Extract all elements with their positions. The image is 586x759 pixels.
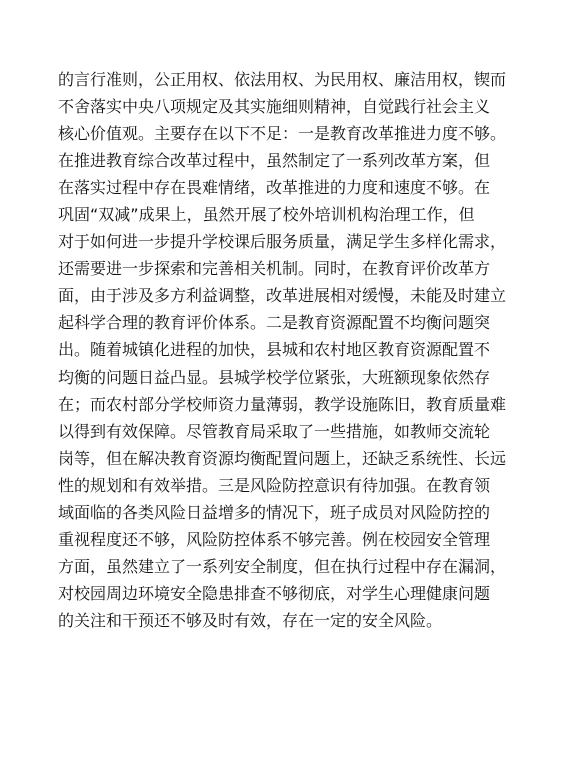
text-line: 的关注和干预还不够及时有效，存在一定的安全风险。 <box>58 610 443 630</box>
text-line: 的言行准则，公正用权、依法用权、为民用权、廉洁用权，锲而 <box>58 70 507 89</box>
text-line: 均衡的问题日益凸显。县城学校学位紧张，大班额现象依然存 <box>58 367 491 387</box>
document-body-text <box>58 66 528 634</box>
text-line: 起科学合理的教育评价体系。二是教育资源配置不均衡问题突 <box>58 313 491 333</box>
text-line: 以得到有效保障。尽管教育局采取了一些措施，如教师交流轮 <box>58 421 491 441</box>
text-line: 在推进教育综合改革过程中，虽然制定了一系列改革方案，但 <box>58 151 491 171</box>
text-line: 重视程度还不够，风险防控体系不够完善。例在校园安全管理 <box>58 529 491 549</box>
text-line: 岗等，但在解决教育资源均衡配置问题上，还缺乏系统性、长远 <box>58 448 507 468</box>
text-line: 巩固“双减”成果上，虽然开展了校外培训机构治理工作，但 <box>58 205 475 225</box>
text-line: 域面临的各类风险日益增多的情况下，班子成员对风险防控的 <box>58 502 491 522</box>
text-line: 面，由于涉及多方利益调整，改革进展相对缓慢，未能及时建立 <box>58 286 507 306</box>
text-line: 还需要进一步探索和完善相关机制。同时，在教育评价改革方 <box>58 259 491 279</box>
text-line: 对校园周边环境安全隐患排查不够彻底，对学生心理健康问题 <box>58 583 491 603</box>
text-line: 方面，虽然建立了一系列安全制度，但在执行过程中存在漏洞， <box>58 556 507 576</box>
text-line: 核心价值观。主要存在以下不足：一是教育改革推进力度不够。 <box>58 124 507 144</box>
text-line: 出。随着城镇化进程的加快，县城和农村地区教育资源配置不 <box>58 340 491 360</box>
text-line: 不舍落实中央八项规定及其实施细则精神，自觉践行社会主义 <box>58 97 491 117</box>
text-line: 对于如何进一步提升学校课后服务质量，满足学生多样化需求， <box>58 232 507 252</box>
text-line: 在；而农村部分学校师资力量薄弱，教学设施陈旧，教育质量难 <box>58 394 507 414</box>
text-line: 性的规划和有效举措。三是风险防控意识有待加强。在教育领 <box>58 475 491 495</box>
text-line: 在落实过程中存在畏难情绪，改革推进的力度和速度不够。在 <box>58 178 491 198</box>
